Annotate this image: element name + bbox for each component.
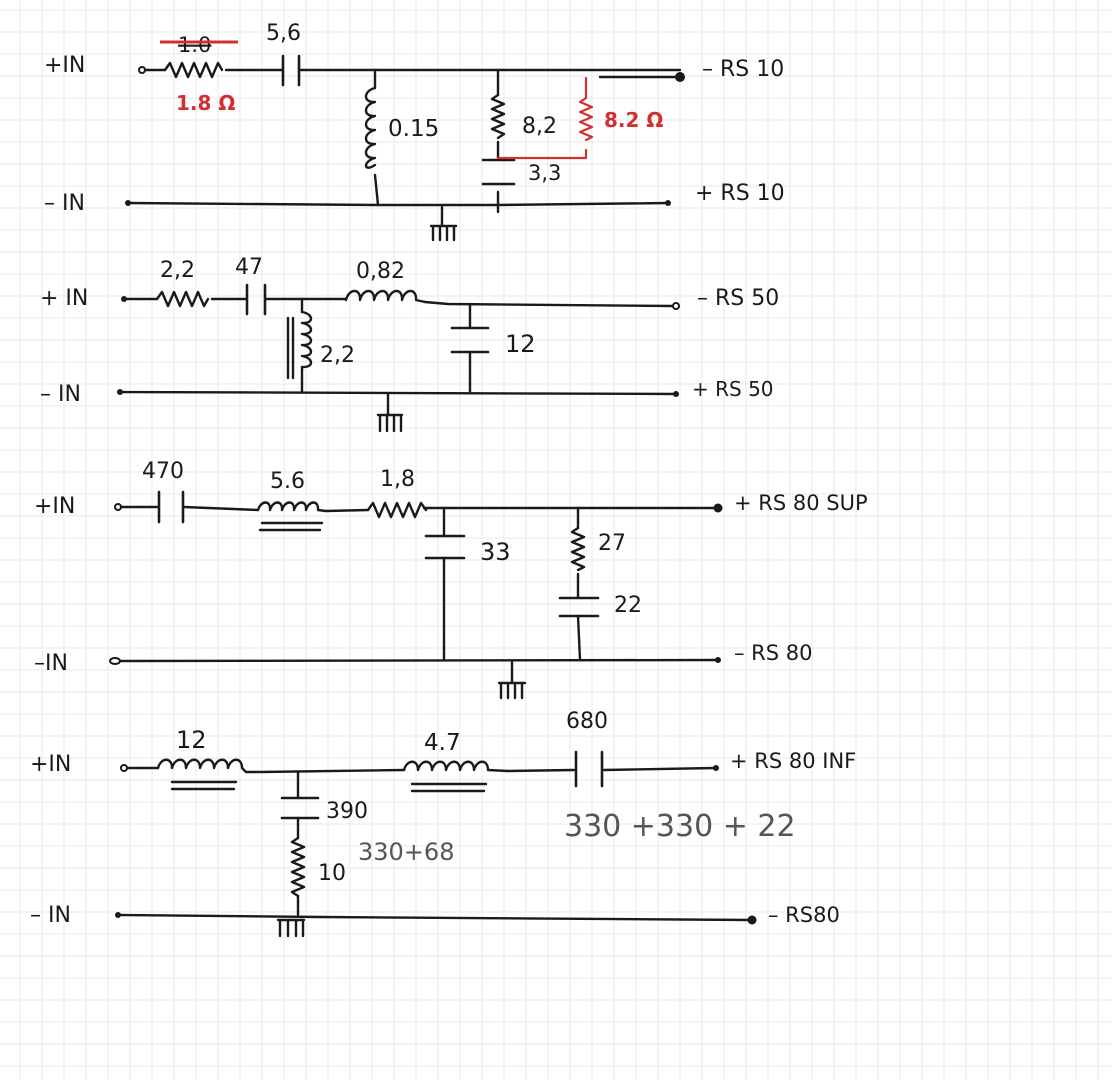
inductor-value: 12 [176, 726, 207, 754]
out-minus-label: – RS 80 [734, 641, 813, 665]
resistor [292, 838, 304, 896]
resistor-value-struck: 1.0 [178, 33, 212, 57]
wire [120, 392, 676, 394]
capacitor-value: 22 [614, 593, 642, 618]
in-minus-label: – IN [30, 903, 71, 928]
capacitor-value: 12 [505, 330, 536, 358]
resistor-value-correction: 1.8 Ω [176, 91, 236, 115]
capacitor-note: 330+68 [358, 838, 455, 866]
ground-symbol [378, 394, 402, 431]
inductor [404, 762, 508, 771]
in-plus-label: +IN [44, 53, 86, 78]
capacitor-value: 470 [142, 459, 184, 484]
resistor [368, 503, 426, 517]
inductor-value: 0.15 [388, 116, 440, 142]
out-plus-label: + RS 80 SUP [734, 491, 868, 515]
capacitor-value: 390 [326, 799, 368, 824]
capacitor-value: 3,3 [528, 161, 562, 185]
wire [578, 508, 580, 660]
wire [127, 768, 716, 772]
resistor-value: 1,8 [380, 467, 415, 492]
input-terminal [110, 658, 120, 664]
resistor [572, 528, 584, 570]
output-terminal [714, 504, 723, 513]
resistor [157, 292, 208, 306]
output-terminal [673, 303, 679, 309]
wire [128, 203, 668, 205]
added-resistor-value: 8.2 Ω [604, 108, 664, 132]
inductor [258, 503, 326, 512]
inductor-core [412, 784, 486, 791]
output-terminal [715, 657, 721, 663]
capacitor-value: 33 [480, 538, 511, 566]
resistor-value: 27 [598, 531, 626, 556]
wire [118, 915, 750, 920]
ground-symbol [431, 207, 456, 240]
wire [375, 70, 378, 205]
inductor-value: 0,82 [356, 259, 405, 284]
inductor [158, 760, 246, 772]
ground-symbol [499, 662, 525, 698]
capacitor-value: 680 [566, 709, 608, 734]
output-terminal [748, 916, 757, 925]
inductor-value: 4.7 [424, 730, 461, 756]
output-terminal [713, 765, 719, 771]
output-terminal [673, 391, 679, 397]
inductor-value: 5.6 [270, 469, 305, 494]
resistor-value: 10 [318, 861, 346, 886]
out-minus-label: – RS 10 [702, 57, 785, 82]
out-plus-label: + RS 50 [692, 377, 774, 401]
out-plus-label: + RS 10 [695, 181, 785, 206]
in-minus-label: – IN [40, 382, 81, 407]
capacitor-note: 330 +330 + 22 [564, 809, 796, 844]
circuit-rs50 [40, 255, 779, 431]
resistor-value: 8,2 [522, 114, 557, 139]
in-minus-label: –IN [34, 651, 68, 676]
resistor [492, 95, 504, 138]
in-plus-label: + IN [40, 286, 89, 311]
output-terminal [665, 200, 671, 206]
added-resistor [580, 98, 592, 140]
circuit-rs80-sup [34, 459, 868, 698]
out-minus-label: – RS 50 [697, 286, 780, 311]
wire [121, 660, 718, 661]
out-plus-label: + RS 80 INF [730, 749, 857, 773]
out-minus-label: – RS80 [768, 903, 840, 927]
inductor-core [172, 782, 236, 789]
in-plus-label: +IN [30, 752, 72, 777]
in-minus-label: – IN [44, 191, 85, 216]
capacitor-value: 47 [235, 255, 263, 280]
circuit-rs80-inf [30, 709, 856, 936]
inductor [366, 88, 375, 168]
inductor-core [288, 318, 293, 378]
inductor-core [260, 523, 322, 530]
resistor-value: 2,2 [160, 258, 195, 283]
inductor-value: 2,2 [320, 343, 355, 368]
capacitor-value: 5,6 [266, 21, 301, 46]
in-plus-label: +IN [34, 494, 76, 519]
